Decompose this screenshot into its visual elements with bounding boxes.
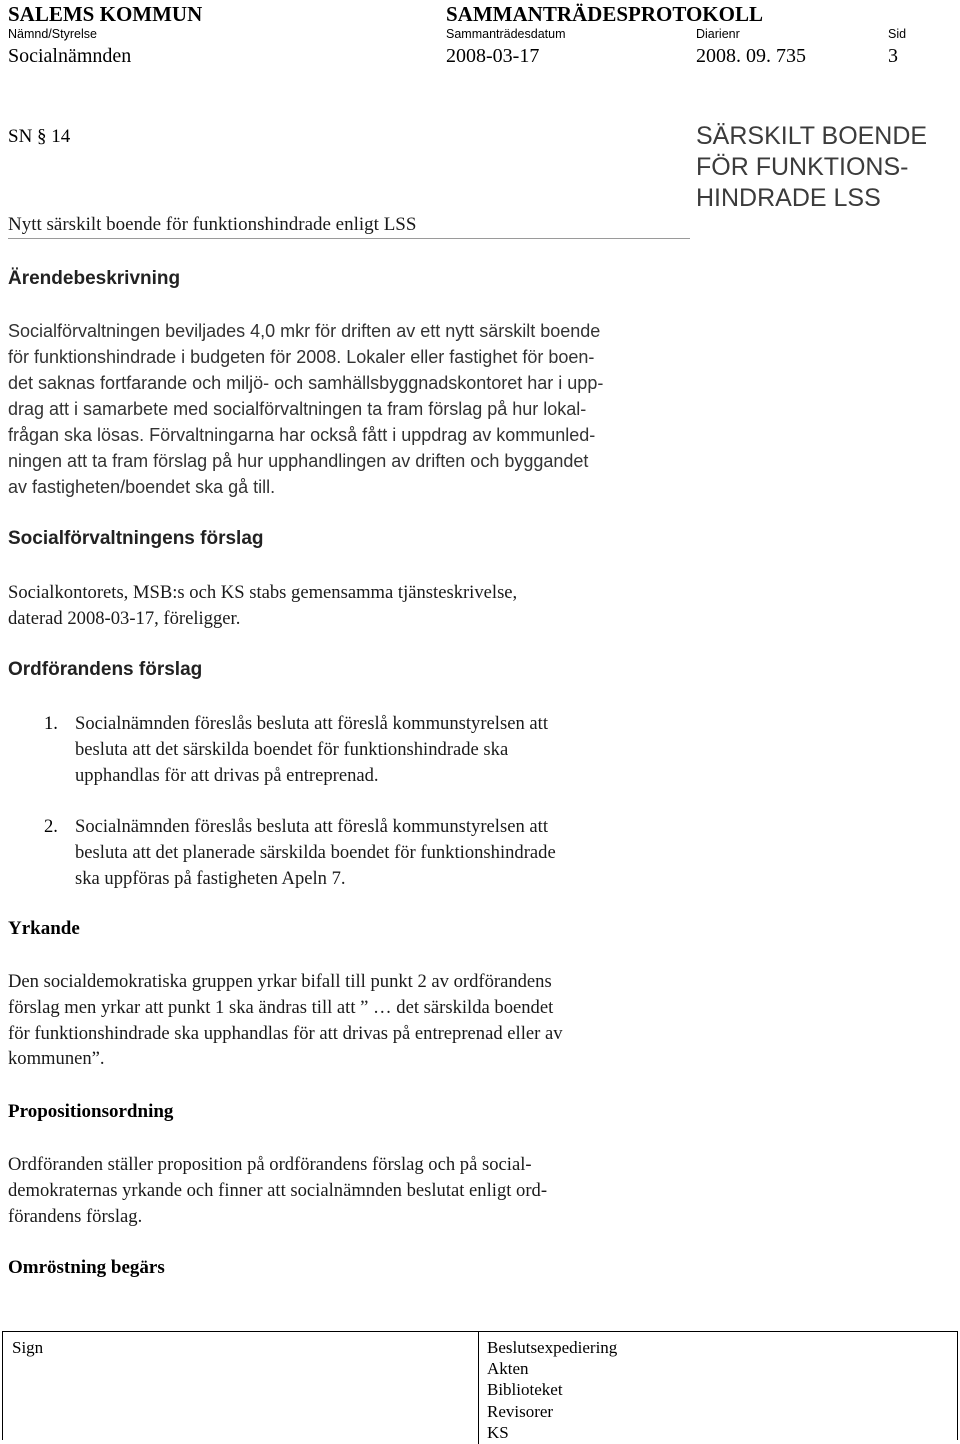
heading-propositionsordning: Propositionsordning bbox=[8, 1101, 174, 1122]
list-item-line: besluta att det planerade särskilda boendet för funktionshindrade bbox=[75, 841, 556, 863]
paragraph-line: förslag men yrkar att punkt 1 ska ändras till att ” … det särskilda boendet bbox=[8, 996, 554, 1018]
expedition-item: Akten bbox=[487, 1359, 529, 1379]
paragraph-line: förandens förslag. bbox=[8, 1205, 143, 1227]
sidebar-title-line: HINDRADE LSS bbox=[696, 184, 881, 212]
expedition-list bbox=[487, 1337, 617, 1443]
expedition-item: Revisorer bbox=[487, 1401, 554, 1421]
paragraph-line: Socialförvaltningen beviljades 4,0 mkr för driften av ett nytt särskilt boende bbox=[8, 321, 601, 341]
paragraph-line: Socialkontorets, MSB:s och KS stabs gemensamma tjänsteskrivelse, bbox=[8, 582, 518, 603]
heading-yrkande: Yrkande bbox=[8, 918, 80, 939]
footer-divider bbox=[478, 1331, 479, 1444]
footer-signature-box bbox=[2, 1331, 958, 1440]
paragraph-line: för funktionshindrade i budgeten för 2008. Lokaler eller fastighet för boen- bbox=[8, 347, 595, 367]
paragraph-line: kommunen”. bbox=[8, 1048, 105, 1070]
list-item-text bbox=[75, 711, 548, 788]
paragraph-line: Ordföranden ställer proposition på ordförandens förslag och på social- bbox=[8, 1154, 532, 1175]
paragraph-line: drag att i samarbete med socialförvaltningen ta fram förslag på hur lokal- bbox=[8, 399, 587, 419]
paragraph-line: demokraternas yrkande och finner att socialnämnden beslutat enligt ord- bbox=[8, 1179, 548, 1201]
sidebar-title bbox=[696, 121, 946, 214]
list-item-line: Socialnämnden föreslås besluta att föreslå kommunstyrelsen att bbox=[75, 816, 548, 837]
page-label: Sid bbox=[888, 27, 907, 41]
heading-ordforandens-forslag: Ordförandens förslag bbox=[8, 659, 203, 680]
list-item-line: besluta att det särskilda boendet för funktionshindrade ska bbox=[75, 738, 509, 760]
paragraph-line: daterad 2008-03-17, föreligger. bbox=[8, 607, 241, 629]
sidebar-title-line: FÖR FUNKTIONS- bbox=[696, 153, 909, 181]
heading-socialforvaltningens-forslag: Socialförvaltningens förslag bbox=[8, 528, 264, 549]
board-label: Nämnd/Styrelse bbox=[8, 27, 97, 41]
expedition-item: Beslutsexpediering bbox=[487, 1338, 618, 1357]
section-reference: SN § 14 bbox=[8, 126, 71, 147]
date-value: 2008-03-17 bbox=[446, 45, 540, 67]
list-item-number: 1. bbox=[44, 713, 58, 734]
document-type: SAMMANTRÄDESPROTOKOLL bbox=[446, 2, 763, 26]
subject-underline bbox=[8, 238, 690, 239]
board-value: Socialnämnden bbox=[8, 45, 132, 67]
paragraph-line: det saknas fortfarande och miljö- och samhällsbyggnadskontoret har i upp- bbox=[8, 373, 604, 393]
diary-label: Diarienr bbox=[696, 27, 740, 41]
heading-arendebeskrivning: Ärendebeskrivning bbox=[8, 268, 181, 289]
paragraph-arendebeskrivning bbox=[8, 318, 603, 500]
paragraph-line: Den socialdemokratiska gruppen yrkar bifall till punkt 2 av ordförandens bbox=[8, 971, 552, 992]
page-value: 3 bbox=[888, 45, 898, 67]
list-item-number: 2. bbox=[44, 816, 58, 837]
municipality-name: SALEMS KOMMUN bbox=[8, 2, 203, 26]
list-item-line: upphandlas för att drivas på entreprenad. bbox=[75, 764, 379, 786]
expedition-item: KS bbox=[487, 1422, 509, 1442]
diary-value: 2008. 09. 735 bbox=[696, 45, 806, 67]
sign-label: Sign bbox=[12, 1338, 44, 1357]
heading-omrostning: Omröstning begärs bbox=[8, 1257, 165, 1278]
sidebar-title-line: SÄRSKILT BOENDE bbox=[696, 122, 928, 150]
paragraph-line: ningen att ta fram förslag på hur upphandlingen av driften och byggandet bbox=[8, 451, 589, 471]
expedition-item: Biblioteket bbox=[487, 1380, 563, 1400]
list-item-line: Socialnämnden föreslås besluta att föreslå kommunstyrelsen att bbox=[75, 713, 548, 734]
paragraph-propositionsordning bbox=[8, 1152, 547, 1229]
paragraph-line: frågan ska lösas. Förvaltningarna har också fått i uppdrag av kommunled- bbox=[8, 425, 596, 445]
subject-title: Nytt särskilt boende för funktionshindrade enligt LSS bbox=[8, 214, 417, 235]
paragraph-line: för funktionshindrade ska upphandlas för att drivas på entreprenad eller av bbox=[8, 1022, 563, 1044]
list-item-line: ska uppföras på fastigheten Apeln 7. bbox=[75, 867, 346, 889]
date-label: Sammanträdesdatum bbox=[446, 27, 566, 41]
paragraph-yrkande bbox=[8, 969, 563, 1072]
paragraph-line: av fastigheten/boendet ska gå till. bbox=[8, 477, 276, 497]
paragraph-forslag bbox=[8, 580, 517, 632]
list-item-text bbox=[75, 814, 556, 891]
